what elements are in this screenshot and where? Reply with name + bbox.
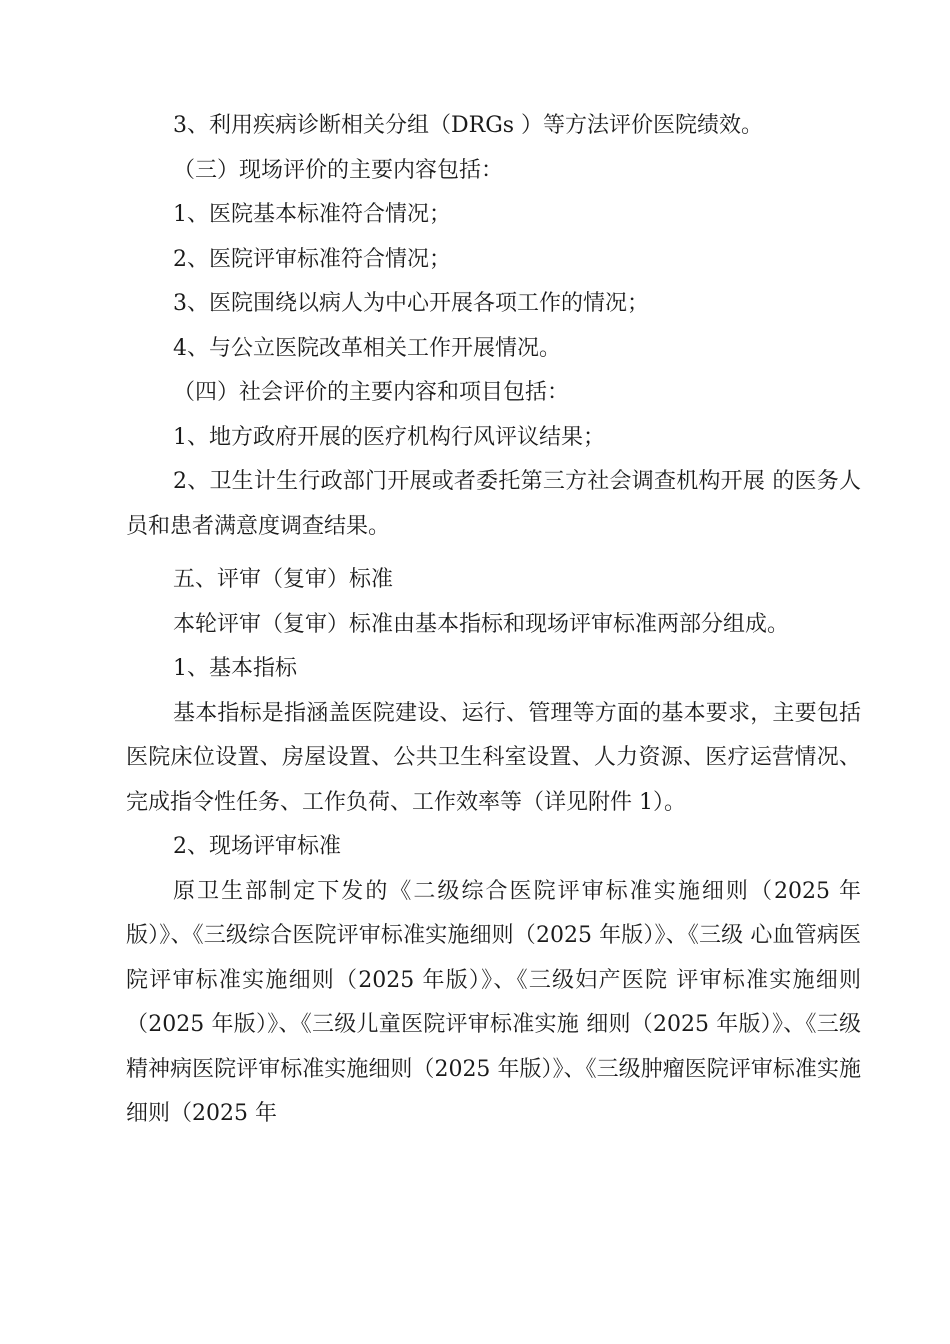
paragraph-basic-indicators: 基本指标是指涵盖医院建设、运行、管理等方面的基本要求，主要包括医院床位设置、房屋设置、公共卫生科室设置、人力资源、医疗运营情况、完成指令性任务、工作负荷、工作效率等（详见附件 1）。 bbox=[126, 700, 861, 815]
paragraph-patient-centered: 3、医院围绕以病人为中心开展各项工作的情况； bbox=[173, 291, 649, 316]
heading-social-evaluation: （四）社会评价的主要内容和项目包括： bbox=[173, 380, 570, 405]
paragraph-government-review: 1、地方政府开展的医疗机构行风评议结果； bbox=[173, 424, 605, 450]
heading-section-five: 五、评审（复审）标准 bbox=[173, 567, 394, 592]
heading-basic-indicators: 1、基本指标 bbox=[173, 656, 297, 681]
paragraph-standard-composition: 本轮评审（复审）标准由基本指标和现场评审标准两部分组成。 bbox=[173, 611, 790, 637]
heading-onsite-standards: 2、现场评审标准 bbox=[173, 834, 341, 859]
paragraph-public-hospital-reform: 4、与公立医院改革相关工作开展情况。 bbox=[173, 335, 561, 361]
paragraph-onsite-standards: 原卫生部制定下发的《二级综合医院评审标准实施细则（2025 年版）》、《三级综合医院评审标准实施细则（2025 年版）》、《三级 心血管病医院评审标准实施细则（2025 年版）》、《三级妇产医院 评审标准实施细则（2025 年版）》、《三级儿童医院评审标准实施 细则（2025 年版）》、《三级精神病医院评审标准实施细则（2025 年版）》、《三级肿瘤医院评审标准实施细则（2025 年 bbox=[126, 878, 861, 1126]
document-body bbox=[126, 104, 861, 1137]
paragraph-satisfaction-survey: 2、卫生计生行政部门开展或者委托第三方社会调查机构开展 的医务人员和患者满意度调查结果。 bbox=[126, 469, 861, 539]
paragraph-drgs-evaluation: 3、利用疾病诊断相关分组（DRGs ）等方法评价医院绩效。 bbox=[173, 113, 764, 138]
paragraph-basic-standard: 1、医院基本标准符合情况； bbox=[173, 202, 451, 227]
heading-onsite-evaluation: （三）现场评价的主要内容包括： bbox=[173, 157, 504, 183]
paragraph-review-standard: 2、医院评审标准符合情况； bbox=[173, 246, 451, 272]
